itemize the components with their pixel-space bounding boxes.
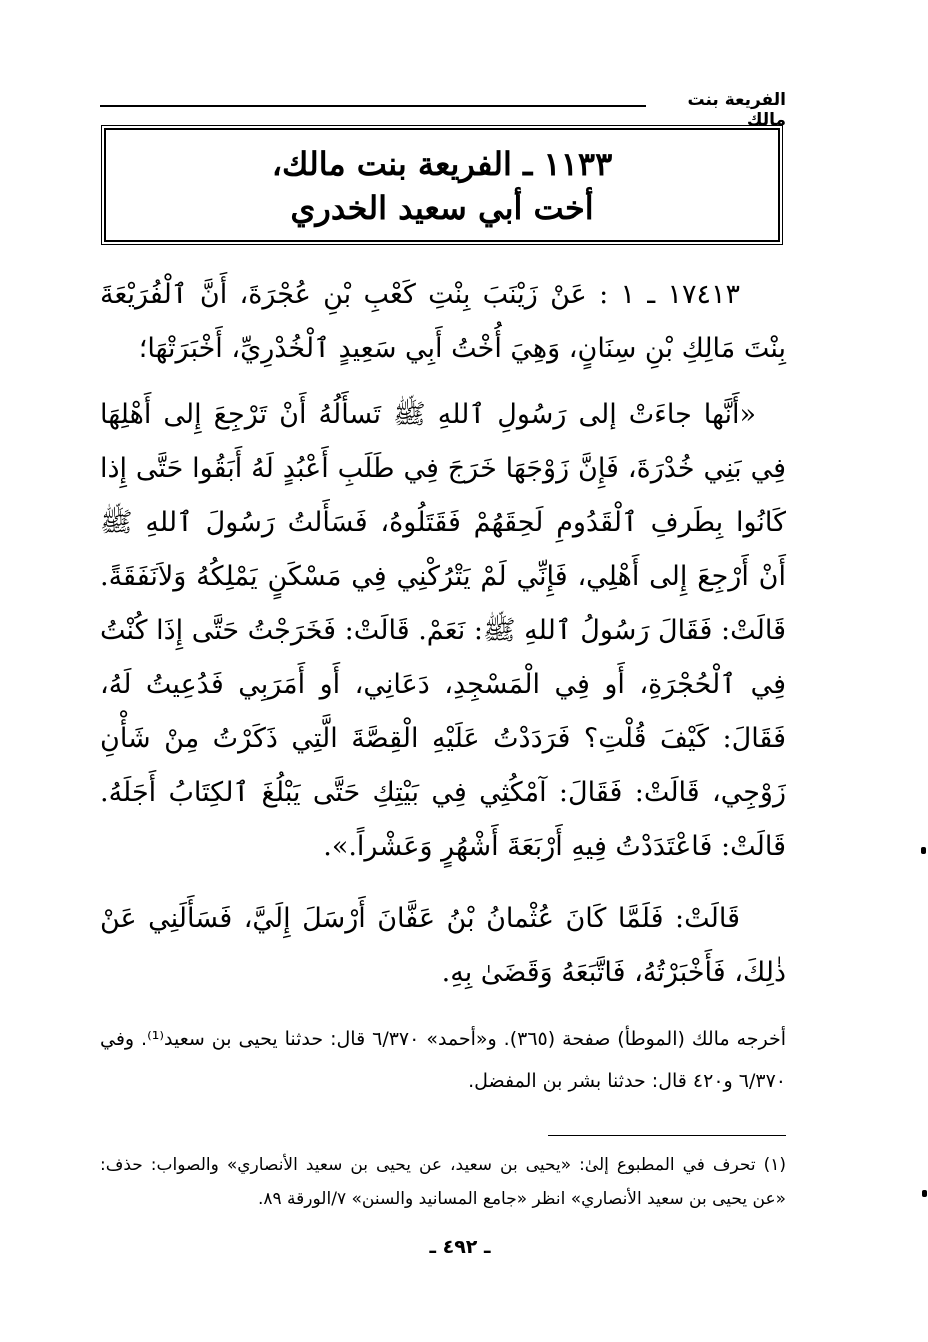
header-rule <box>100 105 646 107</box>
footnote-text: (١) تحرف في المطبوع إلىٰ: «يحيى بن سعيد، عن يحيى بن سعيد الأنصاري» والصواب: حذف: «عن يحيى بن سعيد الأنصاري» انظر «جامع المسانيد والسنن» ٧/الورقة ٨٩. <box>100 1155 786 1209</box>
page-number: ـ ٤٩٢ ـ <box>429 1236 491 1258</box>
scan-mark <box>921 847 926 854</box>
takhrij-source-text: أخرجه مالك (الموطأ) صفحة (٣٦٥). و«أحمد» ٦/٣٧٠ قال: حدثنا يحيى بن سعيد⁽¹⁾. وفي ٦/٣٧٠ و٤٢٠ قال: حدثنا بشر بن المفضل. <box>100 1028 787 1092</box>
hadith-closing-paragraph: قَالَتْ: فَلَمَّا كَانَ عُثْمانُ بْنُ عَفَّانَ أَرْسَلَ إِلَيَّ، فَسَأَلَنِي عَنْ ذٰلِكَ، فَأَخْبَرْتُهُ، فَاتَّبَعَهُ وَقَضَىٰ بِهِ. <box>100 903 786 988</box>
footnote-separator <box>548 1135 786 1136</box>
running-header <box>100 90 786 130</box>
hadith-matn-paragraph: «أَنَّها جاءَتْ إلى رَسُولِ ٱللهِ ﷺ تَسأَلُهُ أَنْ تَرْجِعَ إِلى أَهْلِهَا فِي بَنِي خُدْرَةَ، فَإِنَّ زَوْجَهَا خَرَجَ فِي طَلَبِ أَعْبُدٍ لَهُ أَبَقُوا حَتَّى إِذا كَانُوا بِطَرفِ ٱلْقَدُومِ لَحِقَهُمْ فَقَتَلُوهُ، فَسَأَلتُ رَسُولَ ٱللهِ ﷺ أَنْ أَرْجِعَ إِلى أَهْلِي، فَإِنِّي لَمْ يَتْرُكْنِي فِي مَسْكَنٍ يَمْلِكُهُ وَلاَنَفَقَةً. قَالَتْ: فَقَالَ رَسُولُ ٱللهِ ﷺ: نَعَمْ. قَالَتْ: فَخَرَجْتُ حَتَّى إِذَا كُنْتُ فِي ٱلْحُجْرَةِ، أَو فِي الْمَسْجِدِ، دَعَانِي، أَو أَمَرَبِي فَدُعِيتُ لَهُ، فَقَالَ: كَيْفَ قُلْتِ؟ فَرَدَدْتُ عَلَيْهِ الْقِصَّةَ الَّتِي ذَكَرْتُ مِنْ شَأْنِ زَوْجِي، قَالَتْ: فَقَالَ: آمْكُثِي فِي بَيْتِكِ حَتَّى يَبْلُغَ ٱلكِتَابُ أَجَلَهُ. قَالَتْ: فَاعْتَدَدْتُ فِيهِ أَرْبَعَةَ أَشْهُرٍ وَعَشْراً.». <box>100 399 786 862</box>
hadith-isnad-paragraph: ١٧٤١٣ ـ ١ : عَنْ زَيْنَبَ بِنْتِ كَعْبِ بْنِ عُجْرَةَ، أَنَّ ٱلْفُرَيْعَةَ بِنْتَ مَالِكِ بْنِ سِنَانٍ، وَهِيَ أُخْتُ أَبِي سَعِيدٍ ٱلْخُدْرِيِّ، أَخْبَرَتْهَا؛ <box>100 279 786 364</box>
chapter-title: ١١٣٣ ـ الفريعة بنت مالك، <box>271 145 613 183</box>
scan-mark <box>922 1190 927 1197</box>
chapter-subtitle: أخت أبي سعيد الخدري <box>290 189 594 227</box>
chapter-title-box <box>104 128 780 242</box>
running-header-title: الفريعة بنت مالك <box>687 90 786 130</box>
